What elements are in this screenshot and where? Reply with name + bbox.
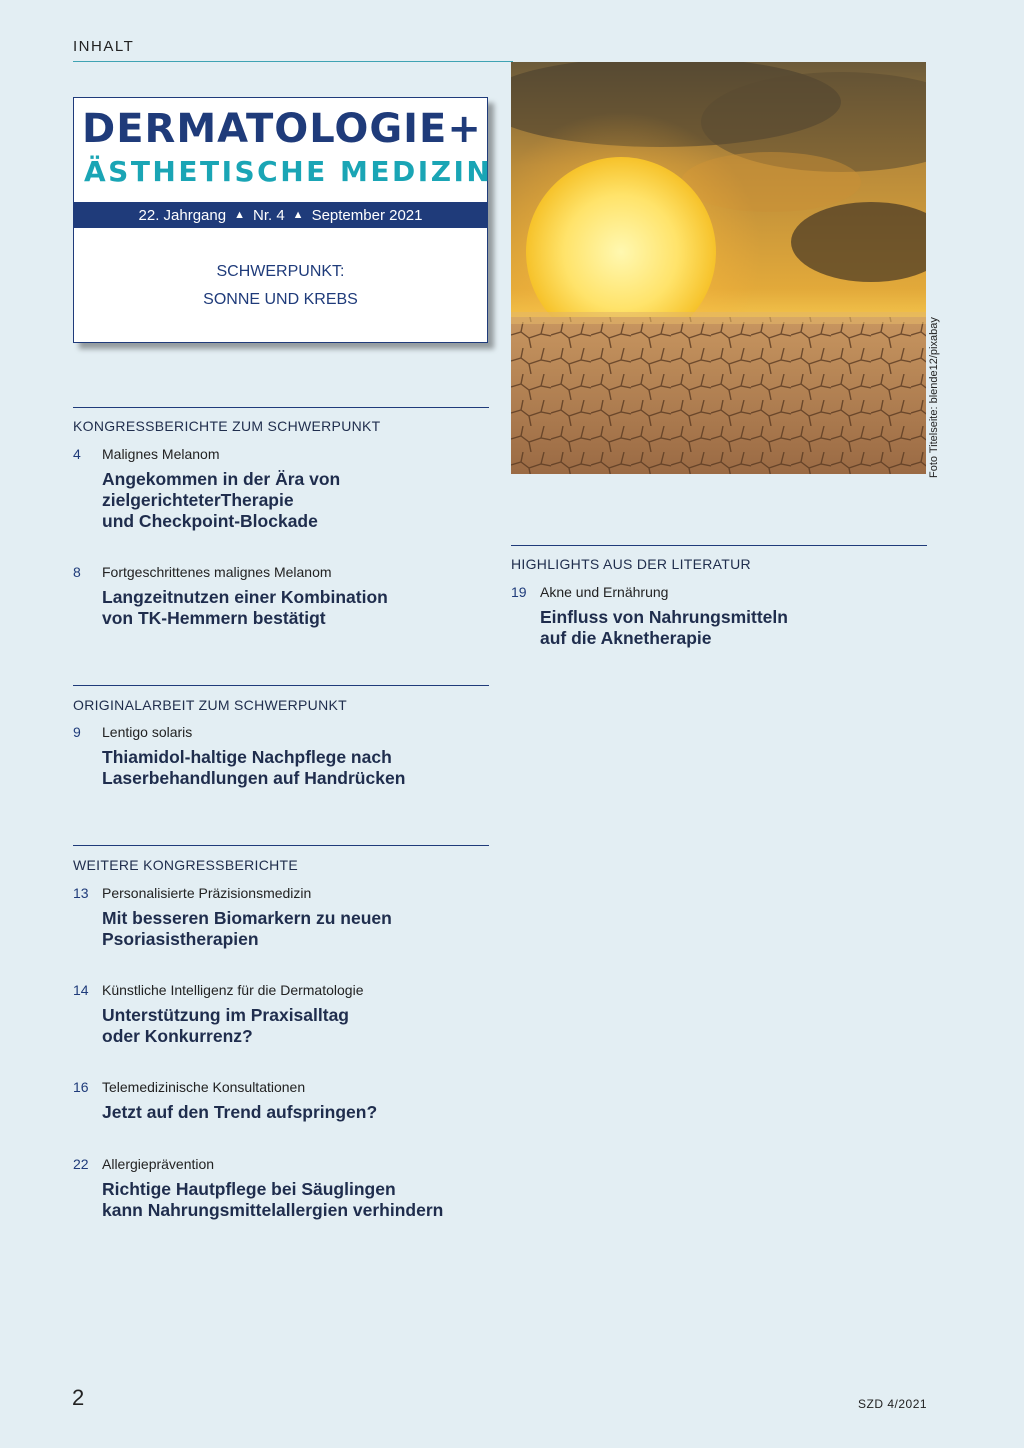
page-number: 19: [511, 584, 527, 600]
entry-subtitle: Malignes Melanom: [102, 446, 220, 462]
entry-title: Angekommen in der Ära von zielgerichteterTherapie und Checkpoint-Blockade: [102, 469, 341, 531]
section-heading: KONGRESSBERICHTE ZUM SCHWERPUNKT: [73, 418, 381, 434]
number-text: Nr. 4: [252, 206, 285, 224]
entry-title: Jetzt auf den Trend aufspringen?: [102, 1102, 378, 1122]
section-heading: HIGHLIGHTS AUS DER LITERATUR: [511, 556, 751, 572]
triangle-icon: ▲: [292, 209, 304, 221]
section-heading: ORIGINALARBEIT ZUM SCHWERPUNKT: [73, 697, 347, 713]
entry-subtitle: Personalisierte Präzisionsmedizin: [102, 885, 312, 901]
section-rule: [73, 407, 489, 408]
page-number: 8: [73, 564, 81, 580]
triangle-icon: ▲: [234, 209, 245, 221]
date-text: September 2021: [311, 206, 423, 224]
entry-title: Einfluss von Nahrungsmitteln auf die Aknetherapie: [540, 607, 788, 648]
section-rule: [73, 685, 489, 686]
header-rule: [73, 61, 513, 62]
issue-label: SZD 4/2021: [858, 1397, 928, 1411]
entry-subtitle: Lentigo solaris: [102, 724, 193, 740]
magazine-logo-box: [73, 97, 493, 343]
page-number: 16: [73, 1079, 89, 1095]
section-heading: WEITERE KONGRESSBERICHTE: [73, 857, 299, 873]
entry-title: Mit besseren Biomarkern zu neuen Psoriasistherapien: [102, 908, 392, 949]
focus-topic: SONNE UND KREBS: [203, 291, 358, 308]
logo-title: DERMATOLOGIE+: [82, 106, 482, 152]
issue-bar: [74, 202, 487, 228]
cover-photo: [511, 62, 926, 474]
section-rule: [73, 845, 489, 846]
entry-subtitle: Telemedizinische Konsultationen: [102, 1079, 306, 1095]
entry-title: Richtige Hautpflege bei Säuglingen kann Nahrungsmittelallergien verhindern: [102, 1179, 444, 1220]
photo-credit: Foto Titelseite: blende12/pixabay: [928, 317, 940, 478]
entry-subtitle: Fortgeschrittenes malignes Melanom: [102, 564, 332, 580]
entry-subtitle: Künstliche Intelligenz für die Dermatologie: [102, 982, 364, 998]
entry-subtitle: Akne und Ernährung: [540, 584, 669, 600]
volume-text: 22. Jahrgang: [138, 206, 227, 224]
focus-label: SCHWERPUNKT:: [216, 263, 345, 280]
page-number: 9: [73, 724, 81, 740]
entry-title: Langzeitnutzen einer Kombination von TK-Hemmern bestätigt: [102, 587, 388, 628]
page-number: 13: [73, 885, 89, 901]
page-number: 14: [73, 982, 89, 998]
page-number-footer: 2: [72, 1385, 85, 1410]
section-label: INHALT: [73, 38, 135, 55]
entry-subtitle: Allergieprävention: [102, 1156, 215, 1172]
section-rule: [511, 545, 927, 546]
page-number: 22: [73, 1156, 89, 1172]
entry-title: Unterstützung im Praxisalltag oder Konkurrenz?: [102, 1005, 349, 1046]
logo-subtitle: ÄSTHETISCHE MEDIZIN: [84, 155, 493, 188]
entry-title: Thiamidol-haltige Nachpflege nach Laserbehandlungen auf Handrücken: [102, 747, 406, 788]
page-number: 4: [73, 446, 81, 462]
